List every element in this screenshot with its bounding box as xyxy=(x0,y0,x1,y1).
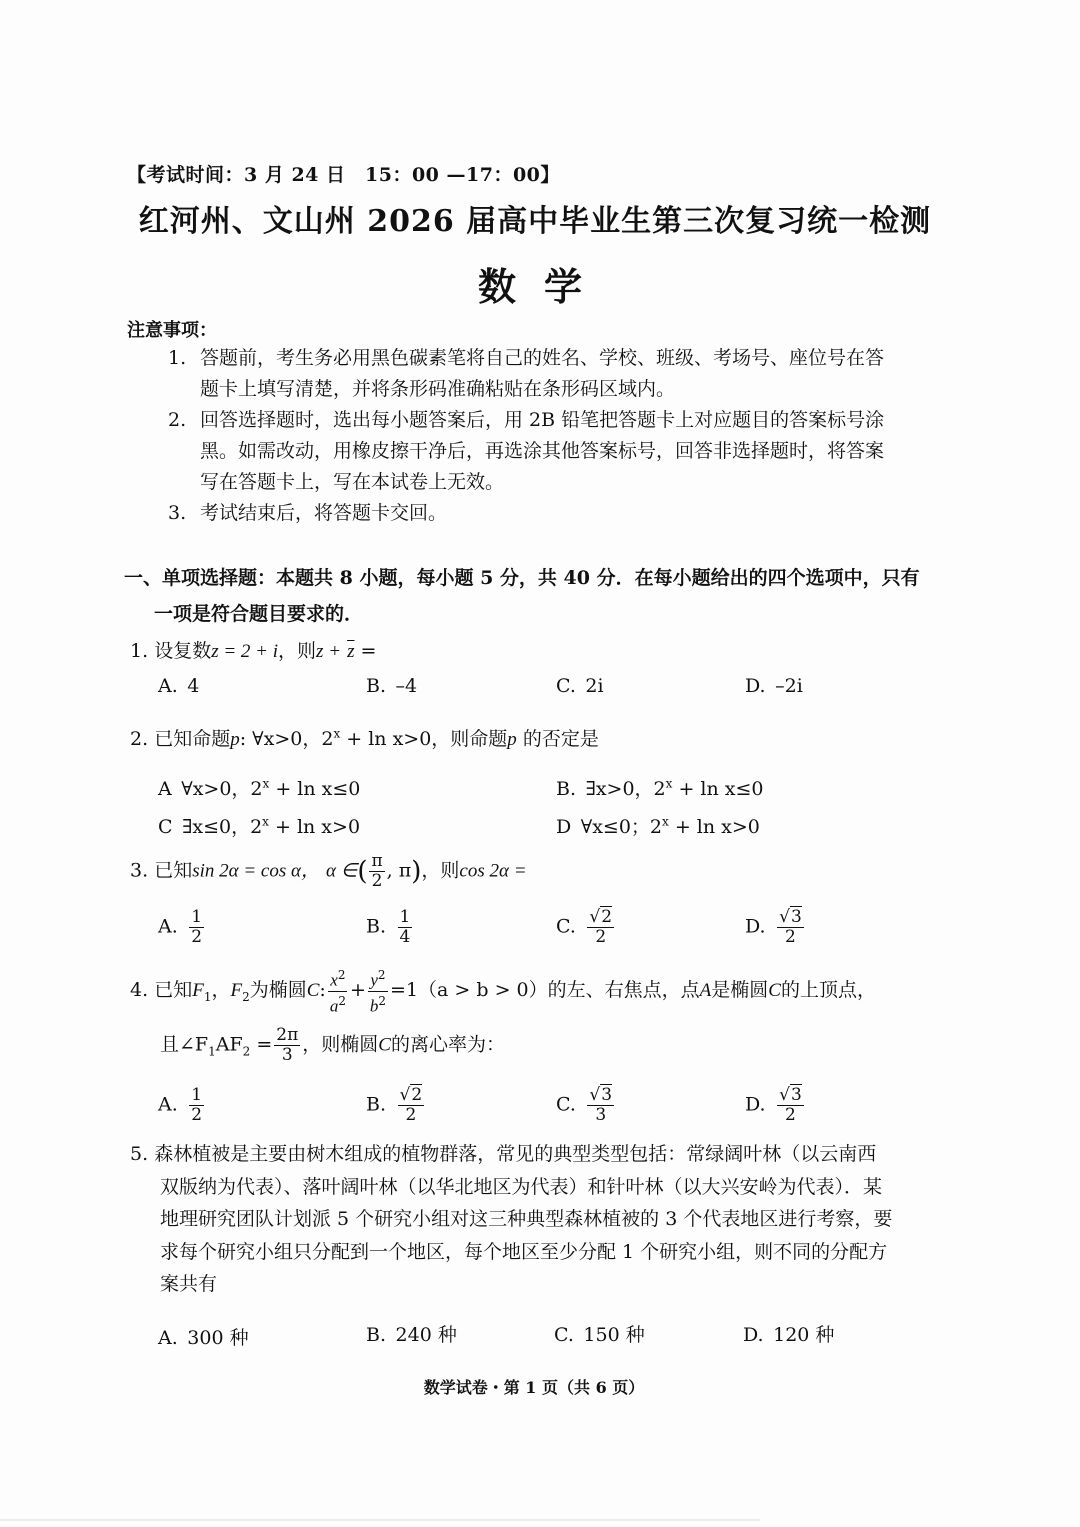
denominator: 2 xyxy=(405,1105,417,1125)
option-d xyxy=(745,1086,806,1125)
radicand: 3 xyxy=(790,1085,802,1105)
math-expr: 1 xyxy=(203,989,212,1004)
option-label: D xyxy=(556,816,572,838)
question-4: 4. 已知$F_1$，$F_2$为椭圆C: $\frac{x^2}{a^2}$ + $\frac{y^2}{b^2}$ =1（a > b > 0）的左、右焦点，点A是椭圆C的上顶点， xyxy=(130,968,876,1016)
math-expr: + ln x>0，则命题 xyxy=(340,728,508,750)
fraction xyxy=(189,908,204,947)
option-label: A xyxy=(158,778,172,800)
radicand: 2 xyxy=(601,907,613,927)
option-label: C. xyxy=(556,1093,576,1116)
option-c xyxy=(556,908,616,947)
option-c xyxy=(158,812,360,839)
math-expr: F xyxy=(230,980,243,1002)
question-1 xyxy=(130,636,376,663)
question-text: ， xyxy=(211,979,231,1002)
option-value: + ln x≤0 xyxy=(269,778,361,800)
option-value: x xyxy=(262,776,270,791)
note-text: 答题前，考生务必用黑色碳素笔将自己的姓名、学校、班级、考场号、座位号在答 xyxy=(200,347,885,369)
section-text: 一项是符合题目要求的． xyxy=(154,603,364,625)
option-label: C. xyxy=(556,675,576,697)
fraction xyxy=(189,1086,204,1125)
option-value: 4 xyxy=(187,675,200,697)
math-expr: C xyxy=(768,980,781,1002)
denominator: 2 xyxy=(371,871,383,891)
question-number: 5. xyxy=(130,1143,149,1165)
question-text: 已知命题 xyxy=(154,728,231,750)
numerator: 1 xyxy=(399,907,411,927)
note-text: 黑。如需改动，用橡皮擦干净后，再选涂其他答案标号，回答非选择题时，将答案 xyxy=(200,440,885,462)
option-label: B. xyxy=(366,675,387,697)
fraction xyxy=(369,852,384,891)
option-value: 240 种 xyxy=(395,1324,457,1346)
math-expr: =1 xyxy=(390,979,419,1002)
math-expr: z + xyxy=(316,641,342,662)
denominator: 3 xyxy=(281,1045,293,1065)
option-value: ∀x>0，2 xyxy=(181,778,263,800)
option-value: + ln x>0 xyxy=(268,816,361,838)
sqrt-sign: √3 xyxy=(589,1085,613,1105)
option-label: C. xyxy=(554,1324,574,1346)
option-label: D. xyxy=(745,675,766,697)
option-value: + ln x>0 xyxy=(668,816,760,838)
math-expr: 2 xyxy=(321,728,334,750)
fraction xyxy=(398,908,413,947)
question-text: 是椭圆 xyxy=(711,979,769,1002)
option-a xyxy=(158,774,360,801)
math-expr: F xyxy=(192,980,204,1002)
option-label: D. xyxy=(745,1093,766,1116)
option-label: A. xyxy=(158,915,178,938)
option-value: ∀x≤0；2 xyxy=(580,816,663,838)
math-expr: = xyxy=(354,640,377,662)
question-text: 已知 xyxy=(154,979,193,1002)
denominator: 2 xyxy=(191,1105,203,1125)
denominator: b xyxy=(369,996,379,1016)
radicand: 2 xyxy=(411,1085,423,1105)
note-text: 回答选择题时，选出每小题答案后，用 2B 铅笔把答题卡上对应题目的答案标号涂 xyxy=(200,409,885,431)
question-text: 的上顶点， xyxy=(780,979,876,1002)
fraction: $\frac{y^2}{b^2}$ xyxy=(369,968,387,1016)
note-text: 写在答题卡上，写在本试卷上无效。 xyxy=(200,471,505,493)
sqrt-sign: √3 xyxy=(779,907,802,927)
option-value: x xyxy=(662,814,669,829)
option-b xyxy=(556,774,764,801)
section-text: 一、单项选择题：本题共 8 小题，每小题 5 分，共 40 分．在每小题给出的四个选项中，只有 xyxy=(124,567,920,589)
denominator: 4 xyxy=(399,927,411,947)
radicand: 3 xyxy=(790,907,802,927)
option-b xyxy=(366,908,414,947)
option-a xyxy=(158,1086,206,1125)
note-text: 考试结束后，将答题卡交回。 xyxy=(200,502,448,524)
math-expr: A xyxy=(699,980,712,1002)
fraction xyxy=(587,908,614,947)
note-text: 题卡上填写清楚，并将条形码准确粘贴在条形码区域内。 xyxy=(200,378,676,400)
fraction xyxy=(274,1026,300,1065)
fraction xyxy=(398,1086,425,1125)
option-label: A. xyxy=(158,1327,178,1349)
question-text: 为椭圆 xyxy=(249,979,307,1002)
math-expr: sin 2α = cos α， xyxy=(192,860,320,882)
math-expr: 1 xyxy=(208,1044,216,1059)
numerator: 2π xyxy=(276,1025,299,1045)
question-2 xyxy=(130,724,599,751)
question-text: ，则 xyxy=(278,640,317,662)
fraction xyxy=(587,1086,614,1125)
math-expr: p xyxy=(507,729,517,750)
numerator: y xyxy=(370,970,378,990)
question-text: ，则椭圆 xyxy=(302,1033,379,1056)
option-value: + ln x≤0 xyxy=(672,778,764,800)
question-text: 森林植被是主要由树木组成的植物群落，常见的典型类型包括：常绿阔叶林（以云南西 xyxy=(154,1143,877,1165)
option-value: 150 种 xyxy=(583,1324,645,1346)
option-label: C xyxy=(158,816,173,838)
option-c xyxy=(556,1086,616,1125)
sqrt-sign: √2 xyxy=(589,907,613,927)
denominator: 3 xyxy=(595,1105,607,1125)
math-expr: : xyxy=(319,979,326,1002)
denominator: a xyxy=(329,996,339,1016)
option-label: C. xyxy=(556,915,576,938)
sqrt-sign: √3 xyxy=(779,1085,802,1105)
note-number: 1. xyxy=(168,347,187,369)
question-text: 的离心率为： xyxy=(390,1033,505,1056)
question-text: ，则 xyxy=(421,859,460,882)
denominator: 2 xyxy=(785,1105,796,1125)
subject-title: 数学 xyxy=(477,264,610,309)
fraction xyxy=(777,908,804,947)
question-text: 地理研究团队计划派 5 个研究小组对这三种典型森林植被的 3 个代表地区进行考察，要 xyxy=(160,1208,893,1230)
question-text: 双版纳为代表）、落叶阔叶林（以华北地区为代表）和针叶林（以大兴安岭为代表）．某 xyxy=(160,1175,883,1198)
option-d xyxy=(556,812,760,839)
option-b xyxy=(366,1320,457,1347)
question-number: 2. xyxy=(130,728,149,750)
option-c xyxy=(556,675,604,697)
option-value: 120 种 xyxy=(773,1324,835,1346)
option-value: ∃x>0，2 xyxy=(585,778,666,800)
section-heading xyxy=(124,563,920,630)
fraction xyxy=(777,1086,804,1125)
note-item xyxy=(168,405,884,498)
math-expr: = xyxy=(250,1033,273,1056)
option-label: A. xyxy=(158,675,178,697)
option-value: x xyxy=(665,776,673,791)
note-number: 2. xyxy=(168,409,187,431)
question-number: 4. xyxy=(130,979,149,1002)
math-expr: C xyxy=(378,1034,391,1056)
math-expr: : ∀x>0， xyxy=(239,728,322,750)
notes-heading: 注意事项： xyxy=(127,320,217,341)
option-a xyxy=(158,1323,249,1350)
option-label: B. xyxy=(366,915,387,938)
question-text: 的左、右焦点，点 xyxy=(547,979,700,1002)
option-d xyxy=(745,908,806,947)
math-expr: AF xyxy=(215,1033,243,1056)
exam-time: 【考试时间：3 月 24 日 15：00 —17：00】 xyxy=(127,164,560,186)
math-expr: p xyxy=(230,729,240,750)
option-label: B. xyxy=(556,778,577,800)
note-item xyxy=(168,498,447,529)
denominator: 2 xyxy=(191,927,203,947)
question-number: 1. xyxy=(130,640,149,662)
question-3: 3. 已知sin 2α = cos α， α ∈( $\frac{\pi}{2}$ , π)，则cos 2α = xyxy=(130,851,527,891)
math-expr: 且∠F xyxy=(160,1033,209,1056)
math-expr: （a > b > 0） xyxy=(418,979,548,1002)
math-expr: , π xyxy=(386,859,412,882)
fraction: $\frac{x^2}{a^2}$ xyxy=(329,968,346,1016)
question-number: 3. xyxy=(130,859,149,882)
option-label: B. xyxy=(366,1093,387,1116)
option-label: A. xyxy=(158,1093,178,1116)
option-a xyxy=(158,675,199,697)
denominator: 2 xyxy=(785,927,796,947)
question-4-line-2 xyxy=(160,1026,505,1065)
option-value: ∃x≤0，2 xyxy=(182,816,263,838)
math-expr: cos 2α = xyxy=(459,860,527,882)
option-value: –4 xyxy=(395,675,418,697)
sqrt-sign: √2 xyxy=(399,1085,423,1105)
option-c xyxy=(554,1320,645,1347)
denominator: 2 xyxy=(595,927,607,947)
question-5 xyxy=(130,1138,950,1301)
exam-title: 红河州、文山州 2026 届高中毕业生第三次复习统一检测 xyxy=(138,204,932,239)
option-value: 2i xyxy=(585,675,604,697)
math-expr: 2 xyxy=(242,1044,251,1059)
page-edge-line xyxy=(0,1519,760,1521)
question-text: 已知 xyxy=(154,859,193,882)
option-b xyxy=(366,1086,426,1125)
option-b xyxy=(366,675,417,697)
math-expr: z = 2 + i xyxy=(211,641,279,662)
math-expr: 2 xyxy=(242,989,250,1004)
math-expr: x xyxy=(333,726,341,741)
numerator: π xyxy=(371,851,383,871)
option-label: D. xyxy=(745,915,766,938)
option-value: –2i xyxy=(775,675,803,697)
question-text: 案共有 xyxy=(160,1273,218,1295)
page-footer: 数学试卷・第 1 页（共 6 页） xyxy=(423,1378,645,1397)
math-expr: C xyxy=(306,980,320,1002)
numerator: 1 xyxy=(191,1085,203,1105)
radicand: 3 xyxy=(601,1085,613,1105)
option-label: D. xyxy=(743,1324,764,1346)
numerator: 1 xyxy=(191,907,203,927)
numerator: x xyxy=(330,970,338,990)
option-value: 300 种 xyxy=(187,1327,249,1349)
math-expr: α ∈ xyxy=(326,860,358,882)
question-text: 的否定是 xyxy=(516,728,599,750)
option-label: B. xyxy=(366,1324,387,1346)
question-text: 设复数 xyxy=(154,640,212,662)
option-d xyxy=(745,675,803,697)
option-d xyxy=(743,1320,834,1347)
option-value: x xyxy=(262,814,269,829)
z-conjugate: $\overline{z}$ xyxy=(347,641,355,662)
note-number: 3. xyxy=(168,502,187,524)
option-a xyxy=(158,908,206,947)
note-item xyxy=(168,343,884,405)
question-text: 求每个研究小组只分配到一个地区，每个地区至少分配 1 个研究小组，则不同的分配方 xyxy=(160,1240,888,1263)
